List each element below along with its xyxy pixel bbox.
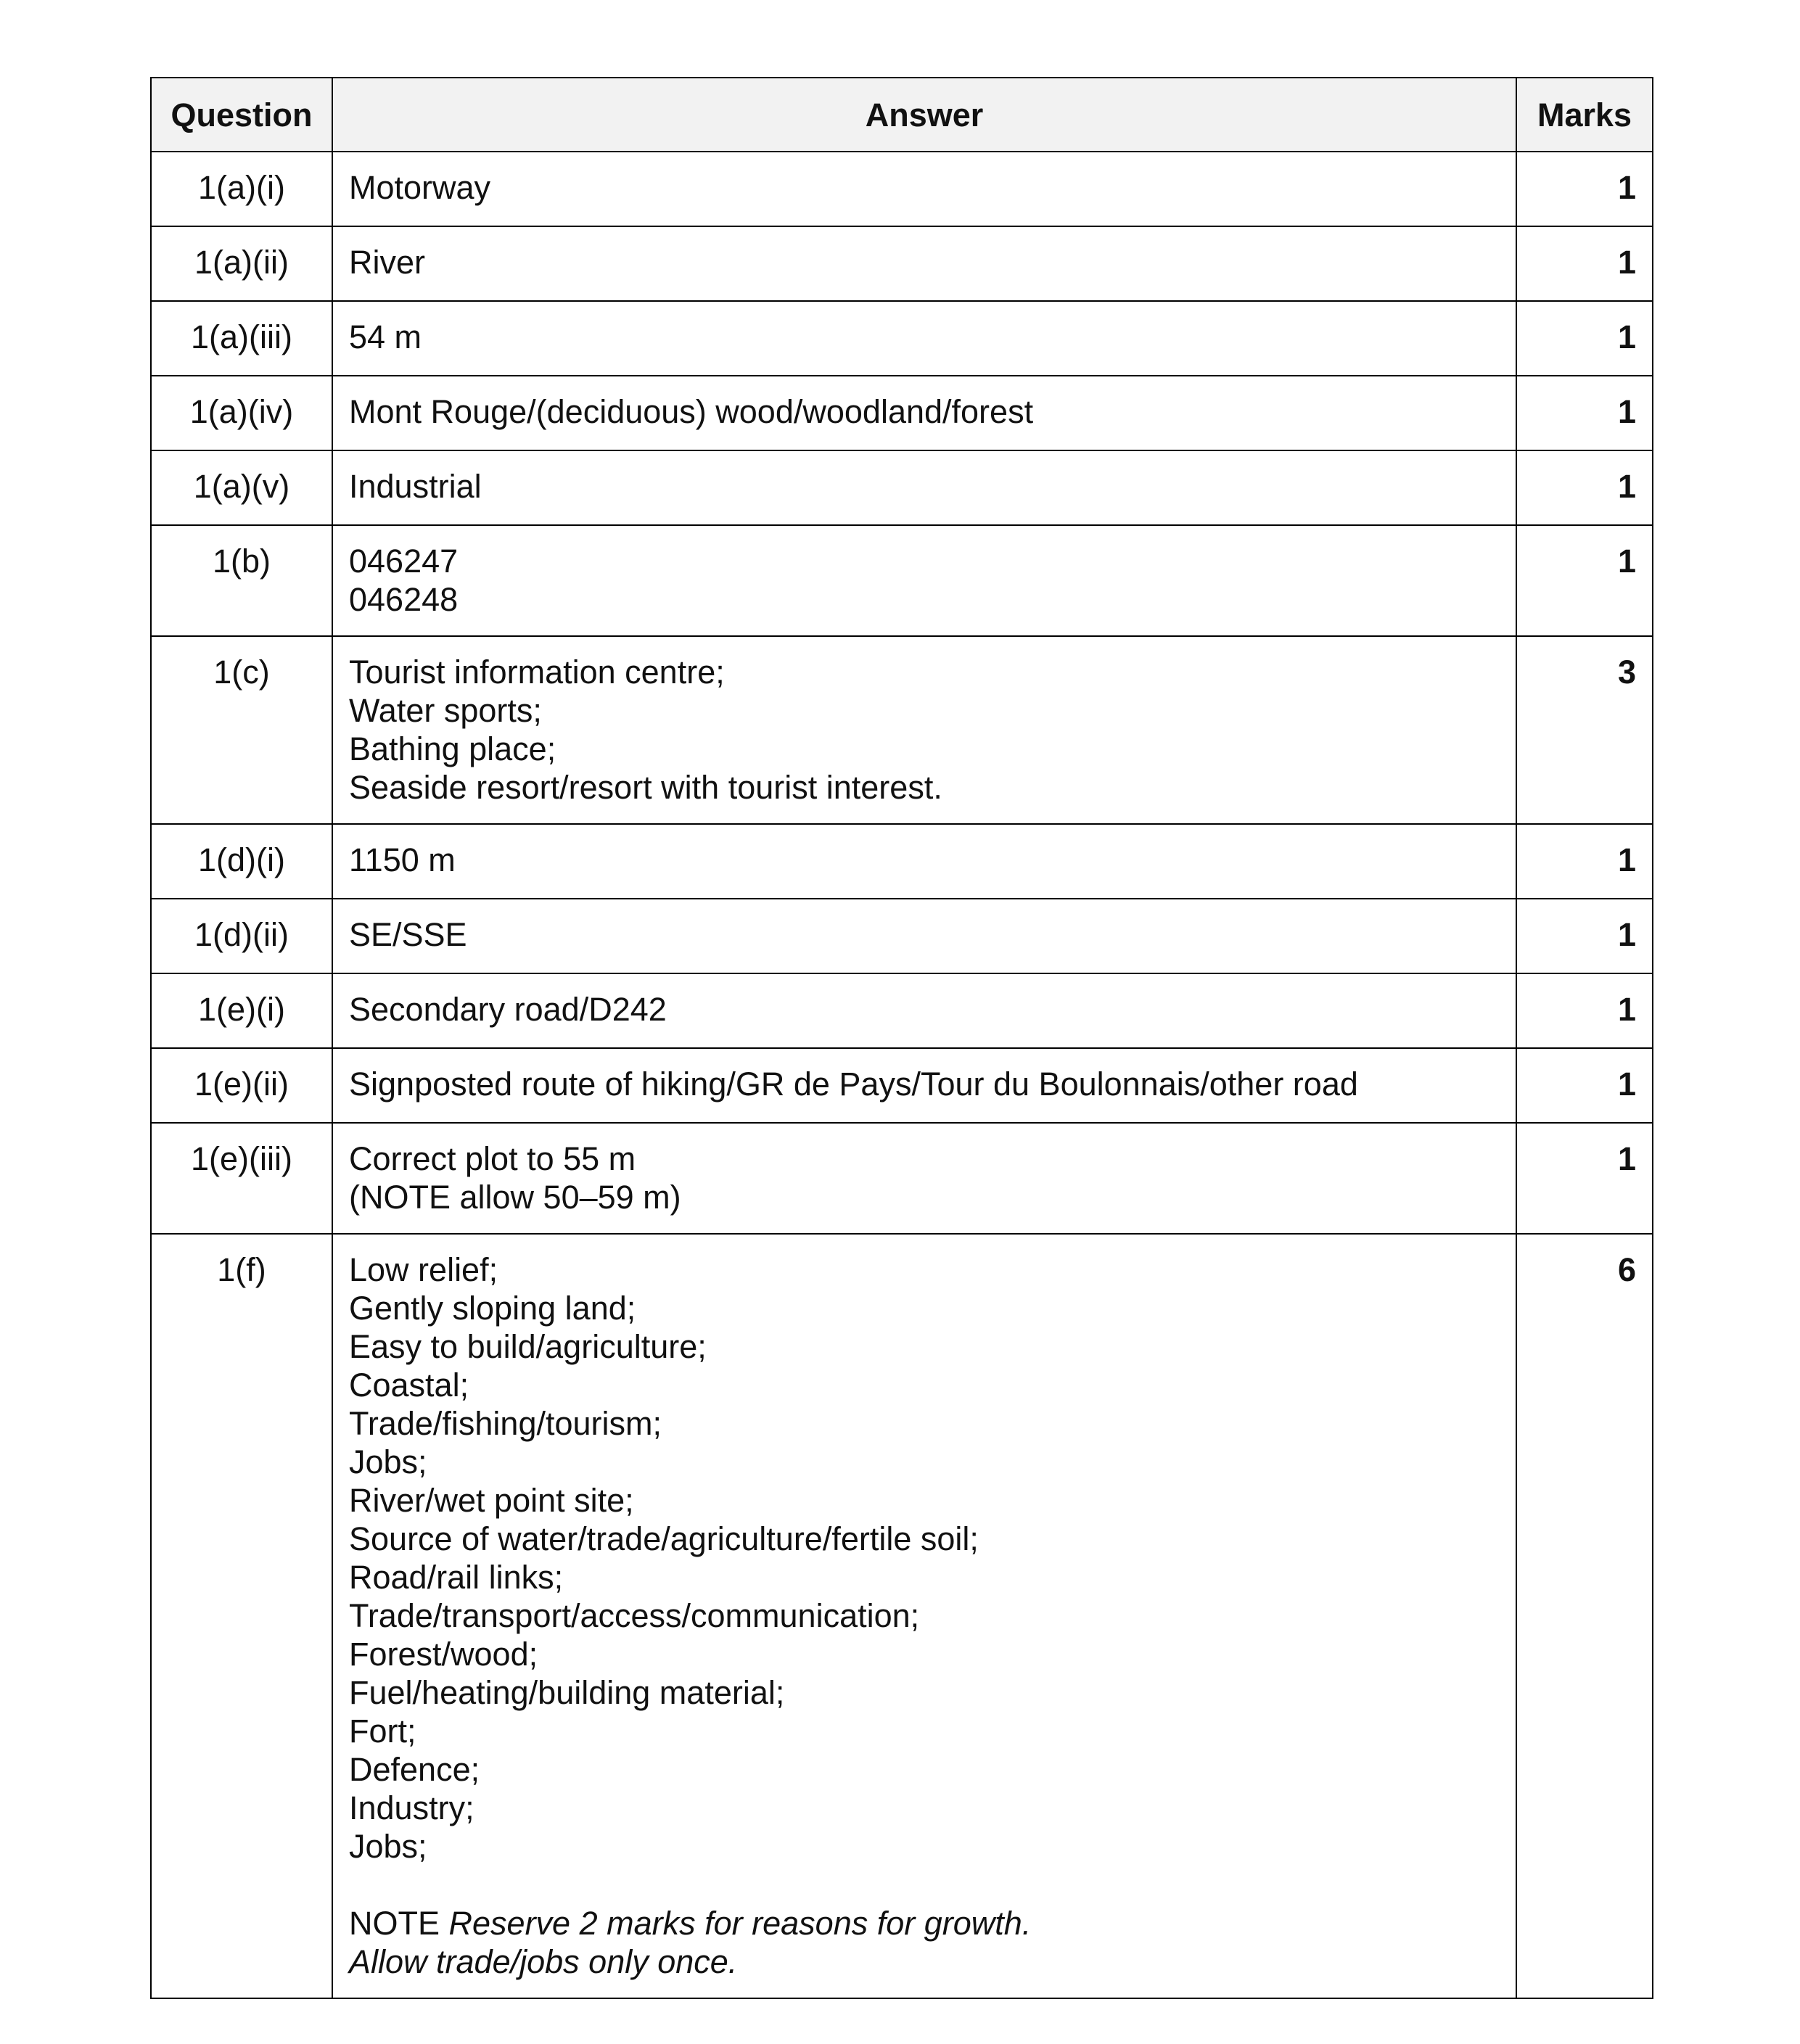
answer-line: Jobs; [349,1828,427,1865]
table-row [151,824,1653,899]
answer-line: Coastal; [349,1367,469,1404]
marks-value: 1 [1516,226,1653,301]
answer-line: (NOTE allow 50–59 m) [349,1179,681,1216]
question-number: 1(e)(iii) [151,1123,332,1234]
table-row [151,226,1653,301]
answer-line: Mont Rouge/(deciduous) wood/woodland/forest [349,393,1034,430]
question-number: 1(d)(i) [151,824,332,899]
marks-value: 3 [1516,636,1653,824]
table-row [151,973,1653,1048]
table-row [151,301,1653,376]
answer-cell [332,301,1516,376]
answer-line: Tourist information centre; [349,654,725,691]
answer-cell [332,226,1516,301]
table-body [151,152,1653,1998]
table-row [151,376,1653,450]
examiner-note-continued [349,1942,1500,1981]
table-row [151,1048,1653,1123]
table-row [151,450,1653,525]
marks-value: 1 [1516,152,1653,226]
table-row [151,152,1653,226]
answer-cell [332,450,1516,525]
answer-line: Bathing place; [349,730,556,767]
marks-value: 6 [1516,1234,1653,1998]
marks-value: 1 [1516,1048,1653,1123]
table-row [151,1123,1653,1234]
question-number: 1(a)(iii) [151,301,332,376]
question-number: 1(c) [151,636,332,824]
table-row [151,636,1653,824]
marks-value: 1 [1516,301,1653,376]
marks-value: 1 [1516,899,1653,973]
mark-scheme-table [150,77,1653,1999]
question-number: 1(e)(ii) [151,1048,332,1123]
examiner-note [349,1904,1500,1942]
answer-line: Secondary road/D242 [349,991,667,1028]
answer-line: Motorway [349,169,491,206]
answer-line: SE/SSE [349,916,467,953]
question-number: 1(e)(i) [151,973,332,1048]
answer-line: 54 m [349,318,422,355]
answer-line: River [349,244,426,281]
note-label: NOTE [349,1905,449,1942]
marks-value: 1 [1516,525,1653,636]
question-number: 1(a)(ii) [151,226,332,301]
answer-cell [332,899,1516,973]
answer-cell [332,525,1516,636]
question-number: 1(a)(i) [151,152,332,226]
answer-cell [332,152,1516,226]
question-number: 1(f) [151,1234,332,1998]
answer-line: Forest/wood; [349,1636,538,1673]
answer-line: Defence; [349,1751,480,1788]
answer-cell [332,824,1516,899]
question-number: 1(d)(ii) [151,899,332,973]
answer-line: Correct plot to 55 m [349,1140,636,1177]
answer-line: Signposted route of hiking/GR de Pays/Tour du Boulonnais/other road [349,1066,1358,1103]
marks-value: 1 [1516,824,1653,899]
table-row [151,899,1653,973]
note-text: Allow trade/jobs only once. [349,1943,738,1980]
table-row [151,525,1653,636]
answer-line: Fort; [349,1713,416,1750]
question-number: 1(a)(iv) [151,376,332,450]
answer-line: Road/rail links; [349,1559,564,1596]
answer-cell [332,1123,1516,1234]
answer-line: 046248 [349,581,459,618]
question-number: 1(a)(v) [151,450,332,525]
answer-cell [332,1048,1516,1123]
note-text: Reserve 2 marks for reasons for growth. [448,1905,1032,1942]
answer-line: Industrial [349,468,482,505]
answer-line: Easy to build/agriculture; [349,1328,707,1365]
answer-cell [332,973,1516,1048]
marks-value: 1 [1516,376,1653,450]
table-row [151,1234,1653,1998]
marks-value: 1 [1516,973,1653,1048]
answer-cell [332,1234,1516,1998]
answer-line: 046247 [349,543,459,580]
answer-line: Jobs; [349,1443,427,1480]
answer-line: Fuel/heating/building material; [349,1674,785,1711]
answer-line: Seaside resort/resort with tourist interest. [349,769,942,806]
marks-header: Marks [1516,78,1653,152]
answer-line: Trade/transport/access/communication; [349,1597,920,1634]
answer-line: Low relief; [349,1251,498,1288]
answer-line: Trade/fishing/tourism; [349,1405,662,1442]
header-row [151,78,1653,152]
spacer [349,1866,1500,1904]
answer-line: River/wet point site; [349,1482,634,1519]
marks-value: 1 [1516,1123,1653,1234]
question-number: 1(b) [151,525,332,636]
answer-line: Water sports; [349,692,542,729]
answer-line: Industry; [349,1789,474,1826]
marks-value: 1 [1516,450,1653,525]
answer-line: Gently sloping land; [349,1290,636,1327]
question-header: Question [151,78,332,152]
answer-line: Source of water/trade/agriculture/fertile soil; [349,1520,979,1557]
answer-cell [332,636,1516,824]
answer-cell [332,376,1516,450]
answer-header: Answer [332,78,1516,152]
answer-line: 1150 m [349,841,456,878]
